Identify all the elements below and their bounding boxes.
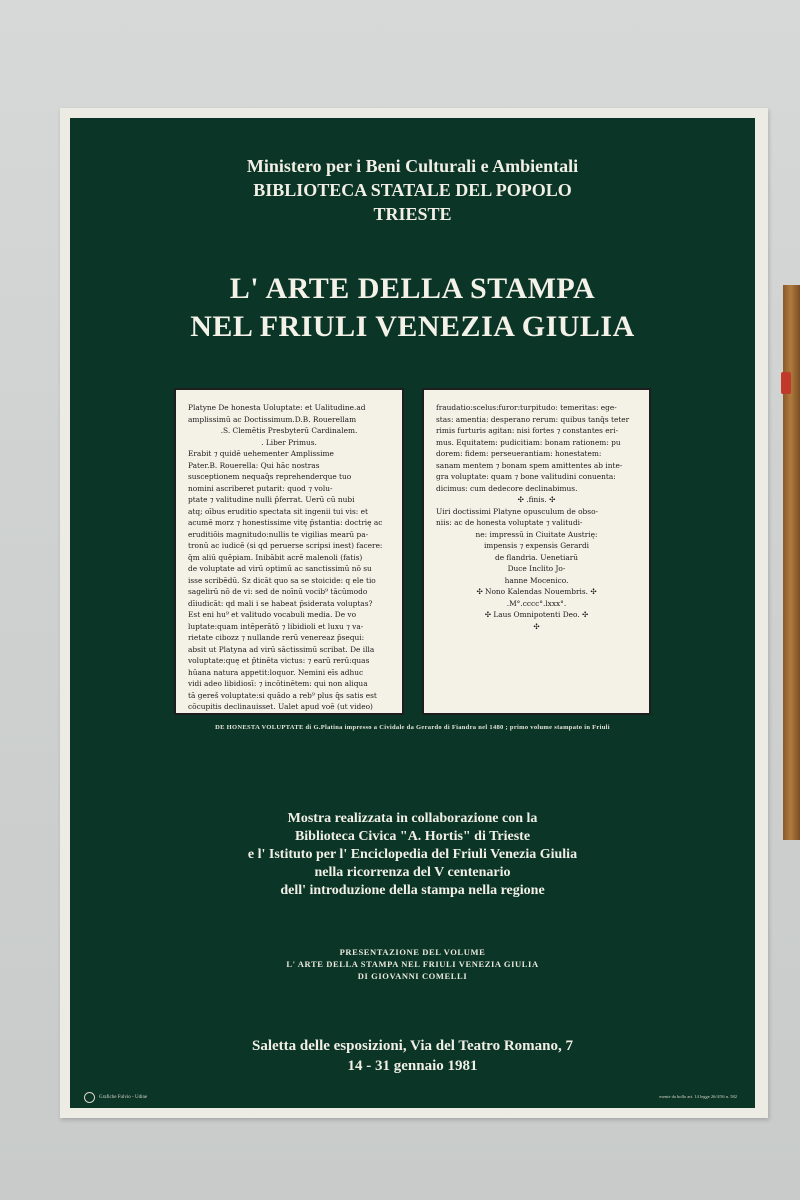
printer-logo-icon	[84, 1092, 95, 1103]
book-page-left-line: tā gereš voluptate:si quādo a reb⁹ plus q̄s satis est	[188, 690, 377, 700]
book-page-left-line: atq; oībus eruditio spectata sit ingenii tui vis: et	[188, 506, 368, 516]
book-page-left-line: susceptionem nequaq̄s reprehenderque tuo	[188, 472, 352, 481]
book-page-right-line: hanne Mocenico.	[504, 575, 569, 585]
book-page-left-line: luptate:quam intēperātō ⁊ libidioli et luxu ⁊ va-	[188, 621, 364, 631]
poster-sheet	[60, 108, 768, 1118]
book-page-right-line: Uiri doctissimi Platyne opusculum de obso-	[436, 506, 599, 516]
collab-line-3: e l' Istituto per l' Enciclopedia del Friuli Venezia Giulia	[247, 847, 578, 862]
book-page-right-line: de flandria. Uenetiarū	[494, 552, 579, 562]
book-page-left-line: Pater.B. Rouerella: Qui hāc nostras	[188, 460, 320, 470]
book-page-right-line: dicimus: cum dedecore declinabimus.	[436, 483, 578, 493]
book-page-left-line	[188, 713, 390, 716]
presentation-line-1: PRESENTAZIONE DEL VOLUME	[339, 947, 486, 957]
collab-line-2: Biblioteca Civica "A. Hortis" di Trieste	[294, 829, 531, 844]
book-page-right-line: ✣ Laus Omnipotenti Deo. ✣	[484, 610, 589, 619]
book-page-left-line: isse scribēdū. Sz dicāt quo sa se stoicide: q ele tio	[188, 575, 376, 585]
ministry-line: Ministero per i Beni Culturali e Ambientali	[246, 156, 579, 176]
red-clip	[781, 372, 791, 394]
book-page-left-line: . Liber Primus.	[261, 437, 317, 447]
book-page-right-line: ✣ Nono Kalendas Nouembris. ✣	[476, 587, 597, 596]
book-page-right-line: dorem: fidem: perseuerantiam: honestatem:	[436, 449, 602, 458]
venue-dates: 14 - 31 gennaio 1981	[347, 1058, 478, 1074]
library-line: BIBLIOTECA STATALE DEL POPOLO	[253, 180, 572, 200]
book-page-right-line: Duce Inclito Jo-	[507, 564, 566, 573]
book-page-right-line: ✣	[533, 621, 540, 631]
printer-credit	[84, 1092, 147, 1103]
venue-text	[70, 1036, 755, 1076]
book-page-left-line: Est eni hu⁹ et valitudo vocabuli media. De vo	[188, 610, 357, 619]
tax-note: esente da bollo art. 14 legge 26/4/56 n. 582	[659, 1094, 737, 1099]
book-page-right-line: mus. Equitatem: pudicitiam: bonam rationem: pu	[436, 437, 621, 447]
book-page-right-text	[436, 402, 637, 632]
book-page-left-line: sagelirū nō de vi: sed de noīnū vocib⁹ tācūmodo	[188, 587, 368, 596]
collaboration-text	[70, 810, 755, 900]
book-page-left-line: tronū ac iudicē (si qd peruerse scripsi inest) facere:	[188, 541, 383, 550]
book-page-left	[174, 388, 404, 715]
presentation-line-2: L' ARTE DELLA STAMPA NEL FRIULI VENEZIA GIULIA	[286, 959, 539, 969]
book-page-right-line: impensis ⁊ expensis Gerardi	[483, 541, 590, 550]
title-line-1: L' ARTE DELLA STAMPA	[229, 272, 596, 305]
book-page-left-line: hūana natura appetit:loquor. Nemini eīs adhuc	[188, 667, 364, 677]
book-page-left-line: absit ut Platyna ad virū sāctissimū scribat. De illa	[188, 644, 375, 654]
poster-title	[70, 270, 755, 346]
book-page-left-line: nomini ascriberet putarit: quod ⁊ volu-	[188, 483, 333, 493]
book-page-left-line: amplissimū ac Doctissimum.D.B. Rouerellam	[188, 414, 357, 424]
institution-header	[70, 154, 755, 226]
book-page-left-line: de voluptate ad virū optimū ac sanctissimū nō su	[188, 564, 372, 573]
book-page-right	[422, 388, 651, 715]
printer-name: Grafiche Fulvio - Udine	[99, 1095, 148, 1100]
book-page-left-line: dīiudicāt: qd mali i se habeat p̄siderata voluptas?	[188, 598, 373, 608]
book-page-right-line: gra voluptate: quam ⁊ bone valitudini conuenta:	[436, 472, 616, 481]
book-page-right-line: stas: amentia: desperano rerum: quibus tanq̄s teter	[436, 414, 630, 424]
book-page-right-line: .M°.cccc°.lxxx°.	[506, 598, 567, 608]
book-page-right-line: sanam mentem ⁊ bonam spem amittentes ab inte-	[436, 460, 623, 470]
book-page-right-line: ne: impressū in Ciuitate Austrię:	[475, 529, 598, 539]
collab-line-4: nella ricorrenza del V centenario	[314, 865, 511, 880]
poster-panel	[70, 118, 755, 1108]
presentation-line-3: DI GIOVANNI COMELLI	[357, 971, 468, 981]
book-page-left-line: vidi adeo libidiosī: ⁊ incōtinētem: qui non aliqua	[188, 679, 368, 688]
book-page-left-line: voluptate:quę et p̄tinēta victus: ⁊ earū rerū:quas	[188, 656, 370, 665]
image-caption: DE HONESTA VOLUPTATE di G.Platina impresso a Cividale da Gerardo di Fiandra nel 1480 ; primo volume stampato in Friuli	[215, 724, 610, 731]
book-page-left-line: eruditiōis magnitudo:nullis te vigilias mearū pa-	[188, 529, 369, 539]
book-page-left-line: .S. Clemētis Presbyterū Cardinalem.	[220, 426, 358, 435]
presentation-text	[70, 946, 755, 982]
book-page-right-line: niis: ac de honesta voluptate ⁊ valitudi-	[436, 518, 583, 527]
book-page-left-line: acumē morz ⁊ honestissime vitę p̄stantia: doctrię ac	[188, 518, 383, 527]
book-page-right-line: fraudatio:scelus:furor:turpitudo: temeritas: ege-	[436, 403, 617, 412]
book-page-left-line: q̄m aliū quēpiam. Inibābit acrē malenoli (fatis)	[188, 552, 363, 562]
book-page-right-line: ✣ .finis. ✣	[517, 495, 556, 504]
book-page-left-line: cōcupitis declinauisset. Ualet apud voē (ut video)	[188, 702, 373, 711]
book-page-left-line: Erabit ⁊ quidē uehementer Amplissime	[188, 449, 334, 458]
book-page-left-line: ptate ⁊ valitudine nulli p̄ferrat. Uerū cū nubi	[188, 495, 355, 504]
collab-line-5: dell' introduzione della stampa nella regione	[280, 883, 545, 898]
venue-address: Saletta delle esposizioni, Via del Teatro Romano, 7	[252, 1038, 573, 1054]
book-page-left-line: rietate cibozz ⁊ nullande rerū venereaz p̄sequi:	[188, 633, 365, 642]
book-page-left-line: Platyne De honesta Uoluptate: et Ualitudine.ad	[188, 403, 366, 412]
city-line: TRIESTE	[373, 204, 452, 224]
collab-line-1: Mostra realizzata in collaborazione con la	[287, 811, 538, 826]
wooden-frame-edge	[783, 285, 800, 840]
book-page-left-text	[188, 402, 390, 715]
book-page-right-line: rimis furturis agitan: nisi fortes ⁊ constantes eri-	[436, 426, 619, 435]
title-line-2: NEL FRIULI VENEZIA GIULIA	[190, 310, 635, 343]
